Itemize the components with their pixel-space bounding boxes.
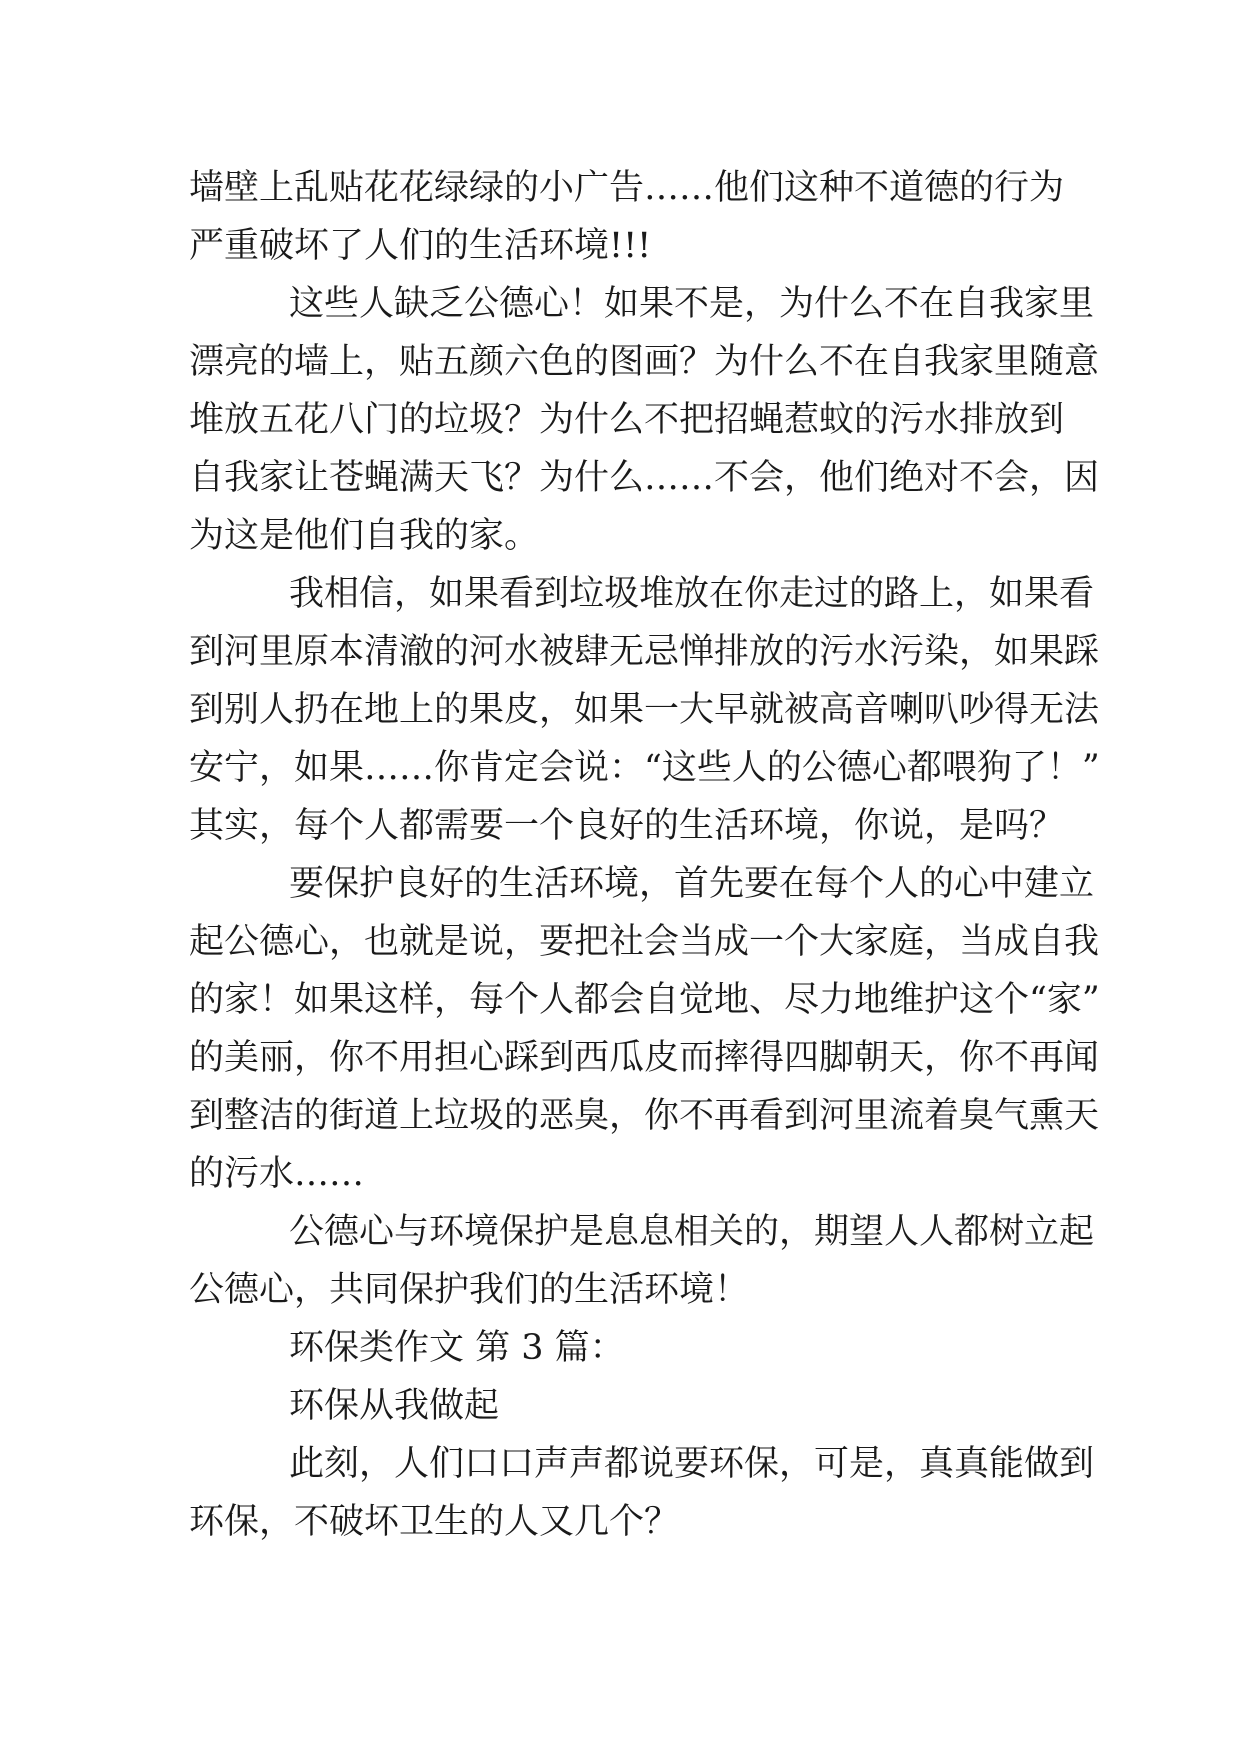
paragraph-first-line: 这些人缺乏公德心！如果不是，为什么不在自我家里	[289, 284, 1095, 324]
paragraph-first-line: 此刻，人们口口声声都说要环保，可是，真真能做到	[289, 1444, 1095, 1484]
text-line: 严重破坏了人们的生活环境!!!	[189, 226, 652, 266]
paragraph-first-line: 我相信，如果看到垃圾堆放在你走过的路上，如果看	[289, 574, 1095, 614]
text-line: 到河里原本清澈的河水被肆无忌惮排放的污水污染，如果踩	[189, 632, 1100, 672]
text-line: 公德心，共同保护我们的生活环境！	[189, 1270, 750, 1310]
text-line: 的污水……	[189, 1154, 365, 1194]
paragraph-first-line: 要保护良好的生活环境，首先要在每个人的心中建立	[289, 864, 1095, 904]
essay-title: 环保从我做起	[289, 1386, 500, 1426]
text-line: 漂亮的墙上，贴五颜六色的图画？为什么不在自我家里随意	[189, 342, 1100, 382]
text-line: 安宁，如果……你肯定会说：“这些人的公德心都喂狗了！”	[189, 748, 1100, 788]
text-line: 为这是他们自我的家。	[189, 516, 540, 556]
text-line: 的家！如果这样，每个人都会自觉地、尽力地维护这个“家”	[189, 980, 1100, 1020]
text-line: 自我家让苍蝇满天飞？为什么……不会，他们绝对不会，因	[189, 458, 1100, 498]
essay-text	[189, 159, 1100, 1551]
text-line: 到整洁的街道上垃圾的恶臭，你不再看到河里流着臭气熏天	[189, 1096, 1100, 1136]
section-heading: 环保类作文 第 3 篇：	[289, 1328, 625, 1368]
text-line: 环保，不破坏卫生的人又几个？	[189, 1502, 680, 1542]
text-line: 的美丽，你不用担心踩到西瓜皮而摔得四脚朝天，你不再闻	[189, 1038, 1100, 1078]
text-line: 起公德心，也就是说，要把社会当成一个大家庭，当成自我	[189, 922, 1100, 962]
text-line: 墙壁上乱贴花花绿绿的小广告……他们这种不道德的行为	[189, 168, 1065, 208]
text-line: 堆放五花八门的垃圾？为什么不把招蝇惹蚊的污水排放到	[189, 400, 1065, 440]
text-line: 其实，每个人都需要一个良好的生活环境，你说，是吗？	[189, 806, 1065, 846]
text-line: 到别人扔在地上的果皮，如果一大早就被高音喇叭吵得无法	[189, 690, 1100, 730]
paragraph-first-line: 公德心与环境保护是息息相关的，期望人人都树立起	[289, 1212, 1095, 1252]
